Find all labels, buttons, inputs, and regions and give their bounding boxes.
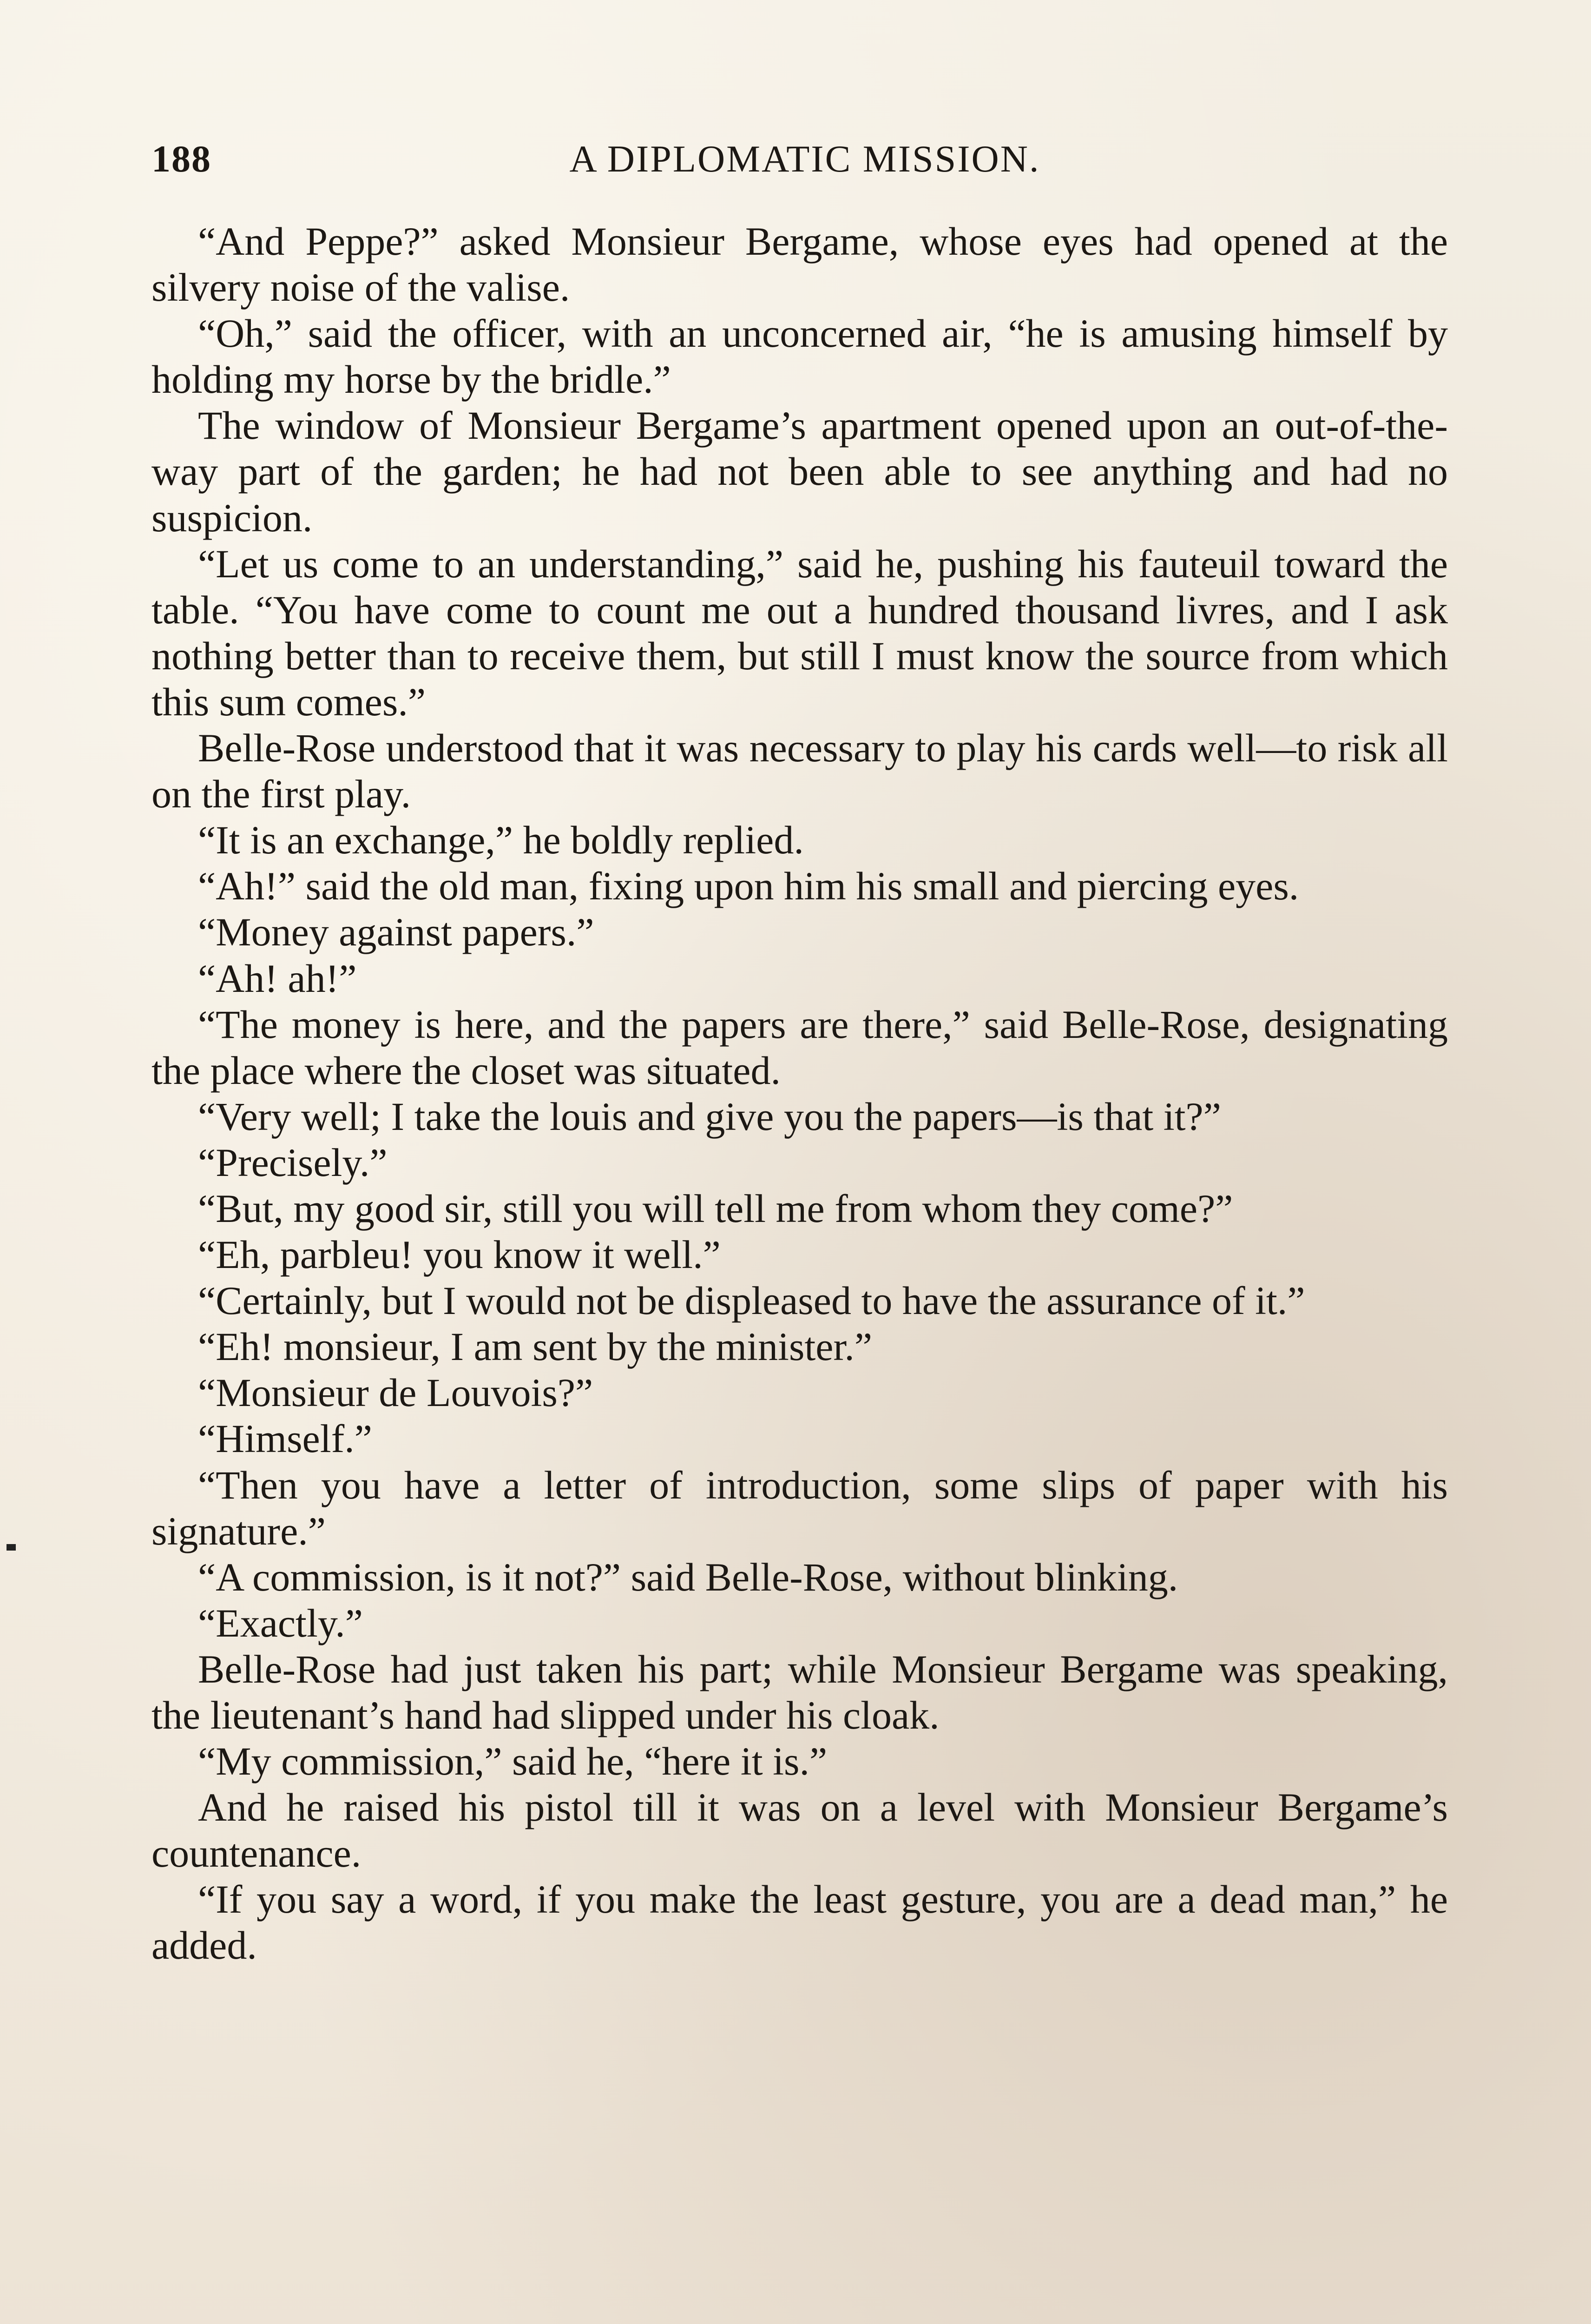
paragraph: “Eh! monsieur, I am sent by the minister.” bbox=[198, 1324, 873, 1369]
paragraph: Belle-Rose had just taken his part; while Monsieur Bergame was speaking, the lieutenant’s hand had slipped under his cloak. bbox=[151, 1646, 1448, 1737]
paragraph: “Monsieur de Louvois?” bbox=[198, 1370, 593, 1415]
paragraph: “Ah!” said the old man, fixing upon him his small and piercing eyes. bbox=[198, 864, 1299, 909]
paragraph: “Himself.” bbox=[198, 1416, 372, 1461]
paragraph: “It is an exchange,” he boldly replied. bbox=[198, 818, 804, 863]
paragraph: “Certainly, but I would not be displeased to have the assurance of it.” bbox=[198, 1278, 1305, 1323]
paragraph: “Precisely.” bbox=[198, 1140, 388, 1185]
paragraph: “Then you have a letter of introduction, some slips of paper with his signature.” bbox=[151, 1462, 1448, 1553]
paragraph: “My commission,” said he, “here it is.” bbox=[198, 1739, 828, 1784]
paragraph: “The money is here, and the papers are there,” said Belle-Rose, designating the place where the closet was situated. bbox=[151, 1002, 1448, 1093]
paragraph: And he raised his pistol till it was on a level with Monsieur Bergame’s countenance. bbox=[151, 1785, 1448, 1876]
paragraph: “Ah! ah!” bbox=[198, 956, 357, 1001]
margin-mark bbox=[7, 1544, 16, 1551]
paragraph: “If you say a word, if you make the least gesture, you are a dead man,” he added. bbox=[151, 1877, 1448, 1968]
paragraph: “A commission, is it not?” said Belle-Rose, without blinking. bbox=[198, 1554, 1178, 1599]
body-text bbox=[151, 218, 1448, 1969]
paragraph: “Oh,” said the officer, with an unconcerned air, “he is amusing himself by holding my horse by the bridle.” bbox=[151, 311, 1448, 402]
paragraph: “Exactly.” bbox=[198, 1600, 363, 1645]
paragraph: “Eh, parbleu! you know it well.” bbox=[198, 1232, 721, 1277]
page-header bbox=[151, 137, 1440, 193]
paragraph: “Let us come to an understanding,” said he, pushing his fauteuil toward the table. “You have come to count me out a hundred thousand livres, and I ask nothing better than to receive them, but still I must know the source from which this sum comes.” bbox=[151, 541, 1448, 724]
paragraph: Belle-Rose understood that it was necessary to play his cards well—to risk all on the first play. bbox=[151, 726, 1448, 817]
paragraph: “And Peppe?” asked Monsieur Bergame, whose eyes had opened at the silvery noise of the valise. bbox=[151, 219, 1448, 310]
paragraph: The window of Monsieur Bergame’s apartment opened upon an out-of-the-way part of the garden; he had not been able to see anything and had no suspicion. bbox=[151, 403, 1448, 540]
page-number: 188 bbox=[151, 138, 211, 180]
paragraph: “But, my good sir, still you will tell me from whom they come?” bbox=[198, 1186, 1233, 1231]
running-head: A DIPLOMATIC MISSION. bbox=[569, 138, 1040, 180]
paragraph: “Very well; I take the louis and give you the papers—is that it?” bbox=[198, 1094, 1221, 1139]
paragraph: “Money against papers.” bbox=[198, 910, 594, 955]
